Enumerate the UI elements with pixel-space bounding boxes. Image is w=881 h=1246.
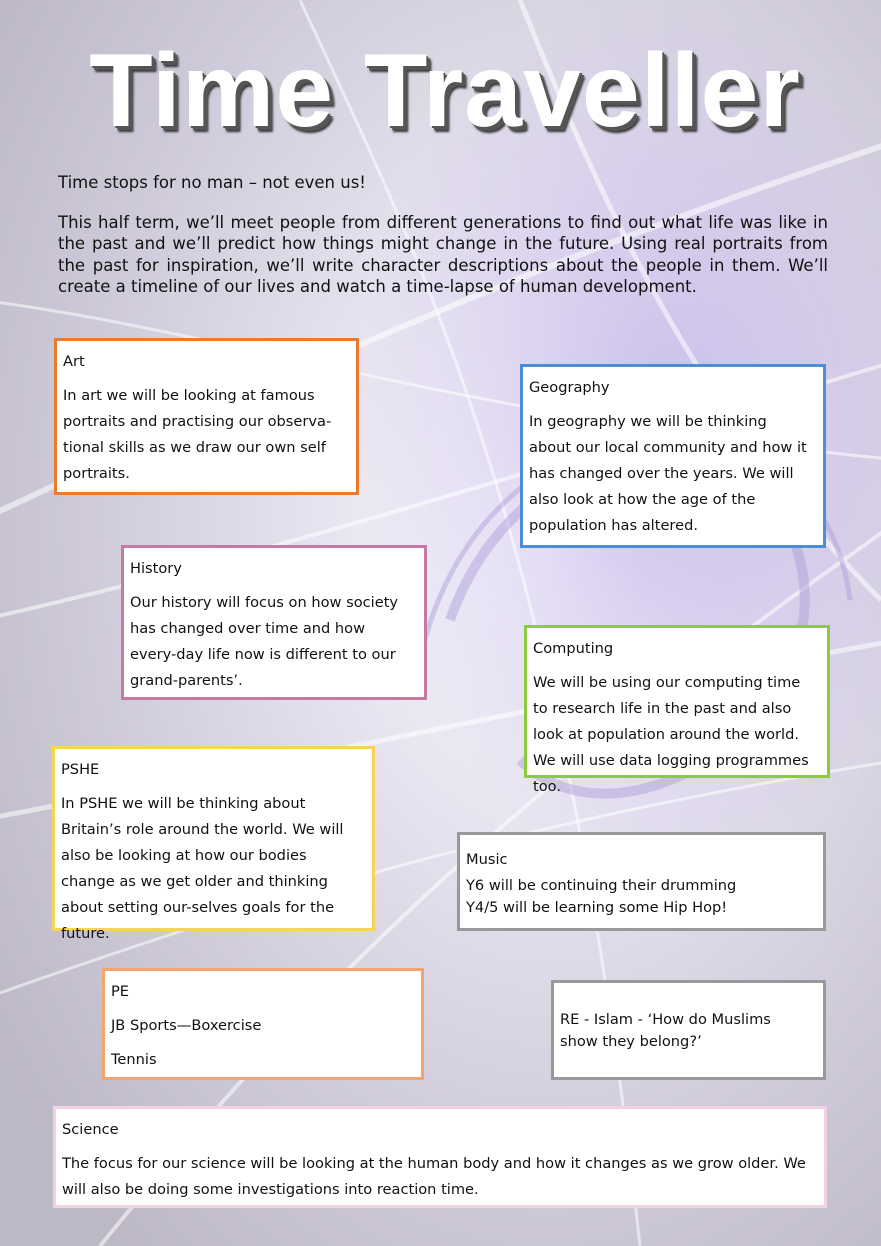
- music-line-drumming: Y6 will be continuing their drumming: [466, 877, 737, 894]
- music-heading: Music: [466, 851, 508, 868]
- pshe-text: In PSHE we will be thinking about Britain’s role around the world. We will also be looking at how our bodies change as we get older and thinking about setting our-selves goals for the future.: [61, 795, 344, 942]
- intro-text: [58, 172, 828, 316]
- science-heading: Science: [62, 1121, 119, 1138]
- page-title: Time Traveller: [89, 33, 801, 149]
- art-box: [54, 338, 359, 495]
- intro-paragraph: This half term, we’ll meet people from different generations to find out what life was like in the past and we’ll predict how things might change in the future. Using real portraits from the past for inspiration, we’ll write character descriptions about the people in them. We’ll create a timeline of our lives and watch a time-lapse of human development.: [58, 212, 828, 296]
- pshe-box: [52, 746, 375, 942]
- art-heading: Art: [63, 353, 85, 370]
- computing-heading: Computing: [533, 640, 614, 657]
- re-box: [551, 980, 826, 1080]
- history-heading: History: [130, 560, 182, 577]
- pe-line-tennis: Tennis: [111, 1051, 157, 1068]
- pshe-heading: PSHE: [61, 761, 100, 778]
- music-line-hip-hop: Y4/5 will be learning some Hip Hop!: [466, 899, 728, 916]
- history-box: [121, 545, 427, 700]
- computing-box: [524, 625, 830, 795]
- pe-box: [102, 968, 424, 1080]
- history-text: Our history will focus on how society has changed over time and how every-day life now is different to our grand-parents’.: [130, 594, 399, 689]
- art-text: In art we will be looking at famous portraits and practising our observa-tional skills as we draw our own self portraits.: [63, 387, 332, 482]
- science-text: The focus for our science will be looking at the human body and how it changes as we grow older. We will also be doing some investigations into reaction time.: [62, 1155, 806, 1198]
- geography-heading: Geography: [529, 379, 610, 396]
- pe-line-boxercise: JB Sports—Boxercise: [111, 1017, 262, 1034]
- geography-text: In geography we will be thinking about our local community and how it has changed over the years. We will also look at how the age of the population has altered.: [529, 413, 807, 534]
- pe-heading: PE: [111, 983, 130, 1000]
- science-box: [53, 1106, 827, 1208]
- geography-box: [520, 364, 826, 548]
- music-box: [457, 832, 826, 931]
- computing-text: We will be using our computing time to research life in the past and also look at population around the world. We will use data logging programmes too.: [533, 674, 809, 795]
- re-text: RE - Islam - ‘How do Muslims show they belong?’: [560, 1011, 771, 1050]
- intro-tagline: Time stops for no man – not even us!: [58, 173, 366, 192]
